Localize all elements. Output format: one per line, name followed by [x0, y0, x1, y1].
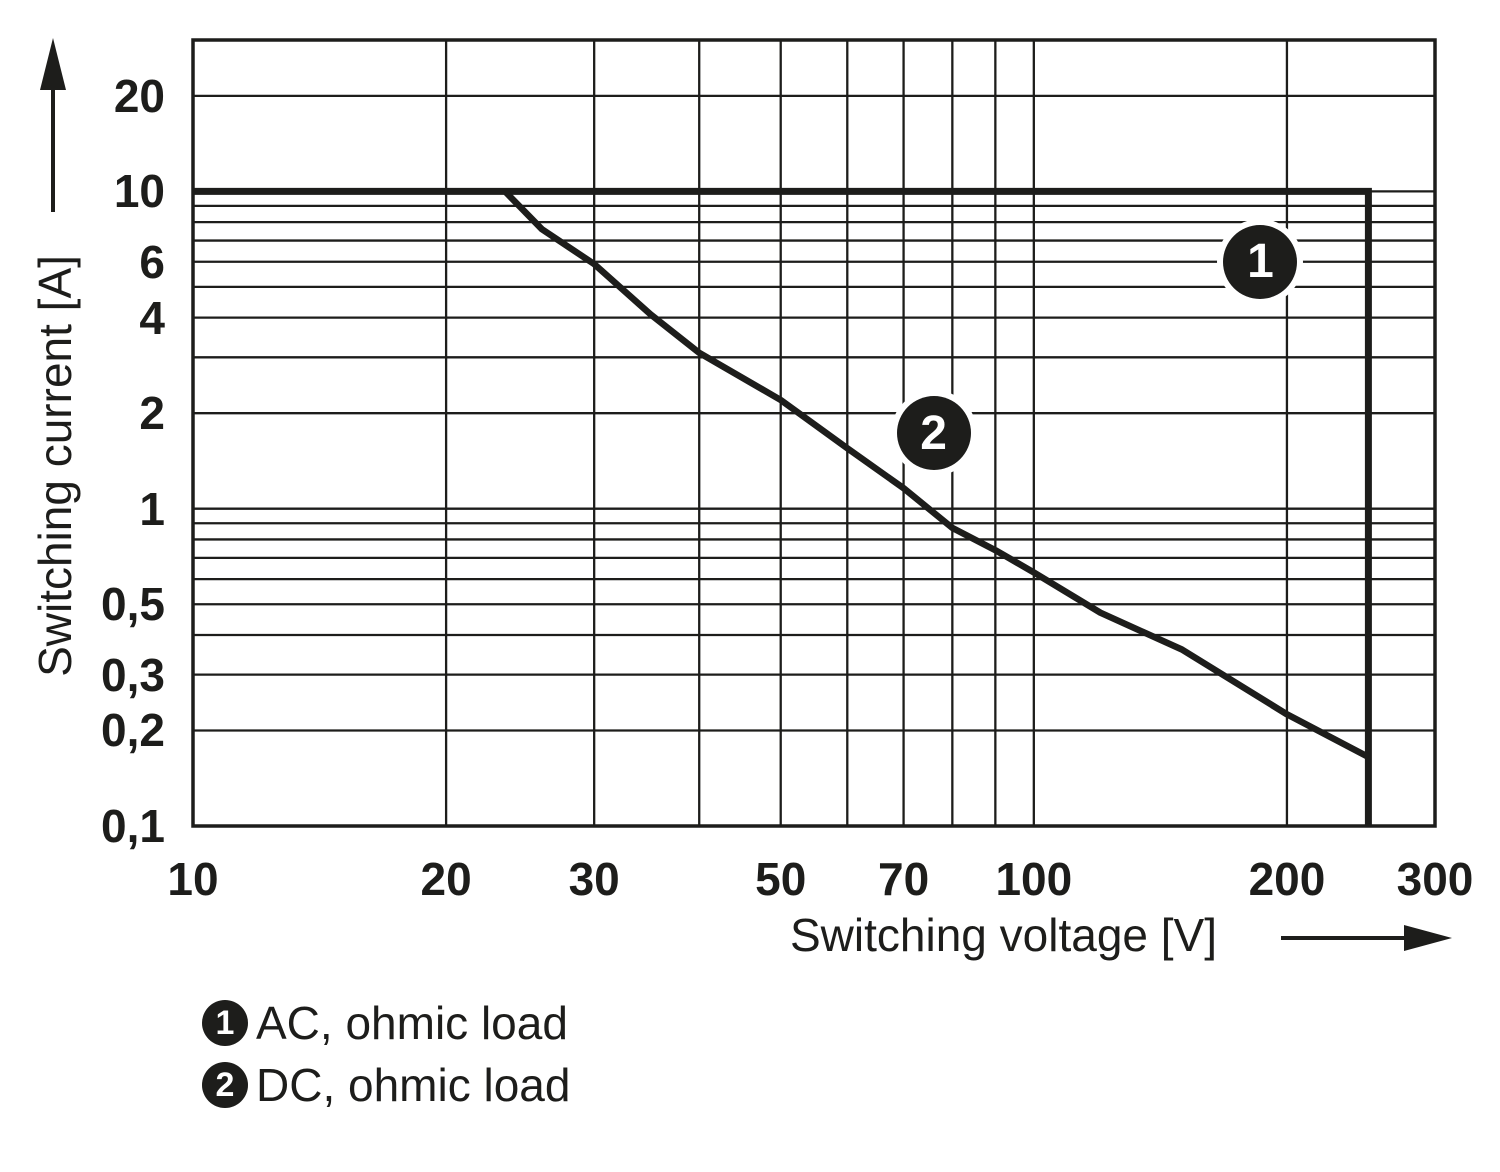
- legend: [202, 997, 571, 1111]
- y-tick-0,5: 0,5: [101, 578, 165, 631]
- y-tick-2: 2: [139, 387, 165, 440]
- x-tick-100: 100: [995, 853, 1073, 905]
- x-tick-70: 70: [877, 853, 930, 905]
- plot-border: [193, 40, 1435, 826]
- curve-marker-1: 1: [1223, 225, 1297, 299]
- x-axis-arrow-icon: [1281, 925, 1452, 951]
- x-tick-30: 30: [568, 853, 620, 905]
- x-tick-200: 200: [1248, 853, 1326, 905]
- legend-item-dc: [202, 1059, 571, 1111]
- x-tick-50: 50: [755, 853, 807, 905]
- x-axis-title: Switching voltage [V]: [790, 909, 1218, 961]
- x-tick-20: 20: [420, 853, 472, 905]
- y-tick-6: 6: [139, 235, 165, 288]
- curve-marker-2: 2: [897, 396, 971, 470]
- y-tick-20: 20: [113, 69, 165, 122]
- y-axis-arrow-icon: [40, 38, 66, 212]
- y-tick-0,3: 0,3: [101, 648, 165, 701]
- y-tick-10: 10: [113, 165, 165, 218]
- x-tick-300: 300: [1396, 853, 1474, 905]
- y-tick-0,1: 0,1: [101, 800, 165, 852]
- legend-label-ac: AC, ohmic load: [256, 997, 568, 1049]
- y-tick-1: 1: [139, 482, 165, 535]
- y-tick-0,2: 0,2: [101, 704, 165, 757]
- legend-marker-2-icon: 2: [202, 1062, 248, 1108]
- grid-lines: [193, 40, 1435, 826]
- y-tick-4: 4: [139, 291, 165, 344]
- legend-label-dc: DC, ohmic load: [256, 1059, 571, 1111]
- y-axis-title: Switching current [A]: [29, 255, 81, 677]
- x-tick-10: 10: [167, 853, 219, 905]
- legend-item-ac: [202, 997, 570, 1049]
- legend-marker-1-icon: 1: [202, 1000, 248, 1046]
